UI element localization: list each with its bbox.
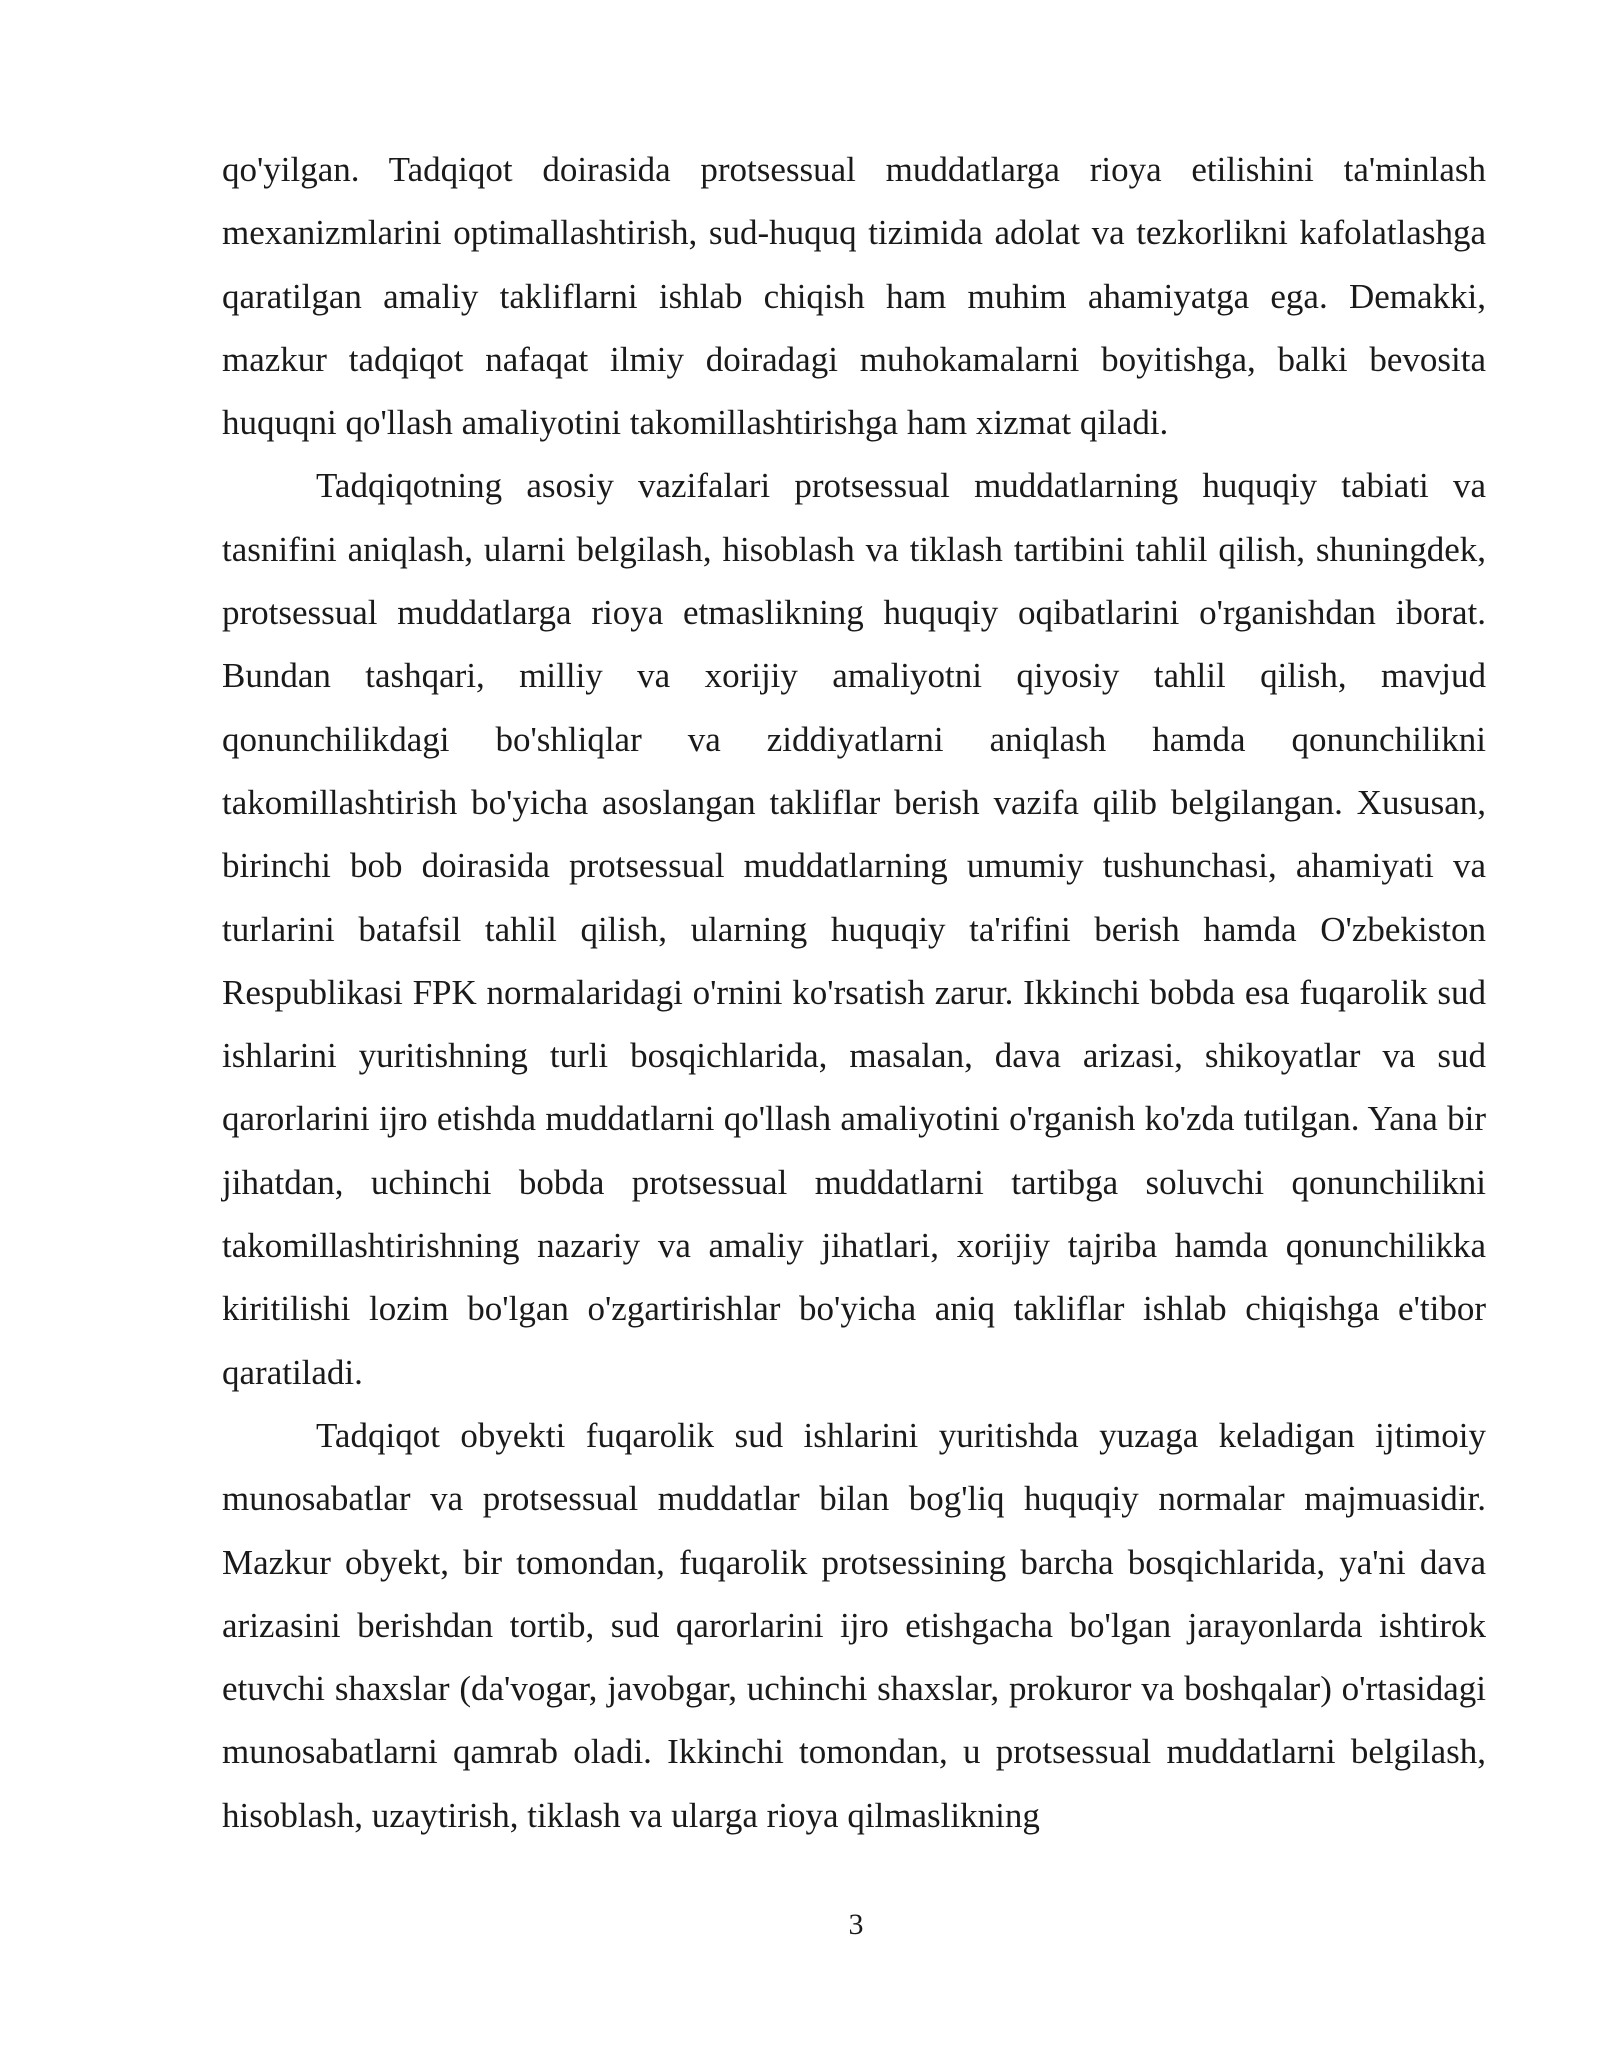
page-number: 3 (848, 1908, 864, 1941)
paragraph-2: Tadqiqotning asosiy vazifalari protsessual muddatlarning huquqiy tabiati va tasnifini aniqlash, ularni belgilash, hisoblash va tiklash tartibini tahlil qilish, shuningdek, protsessual muddatlarga rioya etmaslikning huquqiy oqibatlarini o'rganishdan iborat. Bundan tashqari, milliy va xorijiy amaliyotni qiyosiy tahlil qilish, mavjud qonunchilikdagi bo'shliqlar va ziddiyatlarni aniqlash hamda qonunchilikni takomillashtirish bo'yicha asoslangan takliflar berish vazifa qilib belgilangan. Xususan, birinchi bob doirasida protsessual muddatlarning umumiy tushunchasi, ahamiyati va turlarini batafsil tahlil qilish, ularning huquqiy ta'rifini berish hamda O'zbekiston Respublikasi FPK normalaridagi o'rnini ko'rsatish zarur. Ikkinchi bobda esa fuqarolik sud ishlarini yuritishning turli bosqichlarida, masalan, dava arizasi, shikoyatlar va sud qarorlarini ijro etishda muddatlarni qo'llash amaliyotini o'rganish ko'zda tutilgan. Yana bir jihatdan, uchinchi bobda protsessual muddatlarni tartibga soluvchi qonunchilikni takomillashtirishning nazariy va amaliy jihatlari, xorijiy tajriba hamda qonunchilikka kiritilishi lozim bo'lgan o'zgartirishlar bo'yicha aniq takliflar ishlab chiqishga e'tibor qaratiladi. (222, 466, 1486, 1392)
body-text (222, 138, 1486, 1847)
paragraph-3: Tadqiqot obyekti fuqarolik sud ishlarini yuritishda yuzaga keladigan ijtimoiy munosabatlar va protsessual muddatlar bilan bog'liq huquqiy normalar majmuasidir. Mazkur obyekt, bir tomondan, fuqarolik protsessining barcha bosqichlarida, ya'ni dava arizasini berishdan tortib, sud qarorlarini ijro etishgacha bo'lgan jarayonlarda ishtirok etuvchi shaxslar (da'vogar, javobgar, uchinchi shaxslar, prokuror va boshqalar) o'rtasidagi munosabatlarni qamrab oladi. Ikkinchi tomondan, u protsessual muddatlarni belgilash, hisoblash, uzaytirish, tiklash va ularga rioya qilmaslikning (222, 1415, 1486, 1835)
paragraph-1: qo'yilgan. Tadqiqot doirasida protsessual muddatlarga rioya etilishini ta'minlash mexanizmlarini optimallashtirish, sud-huquq tizimida adolat va tezkorlikni kafolatlashga qaratilgan amaliy takliflarni ishlab chiqish ham muhim ahamiyatga ega. Demakki, mazkur tadqiqot nafaqat ilmiy doiradagi muhokamalarni boyitishga, balki bevosita huquqni qo'llash amaliyotini takomillashtirishga ham xizmat qiladi. (222, 150, 1486, 443)
